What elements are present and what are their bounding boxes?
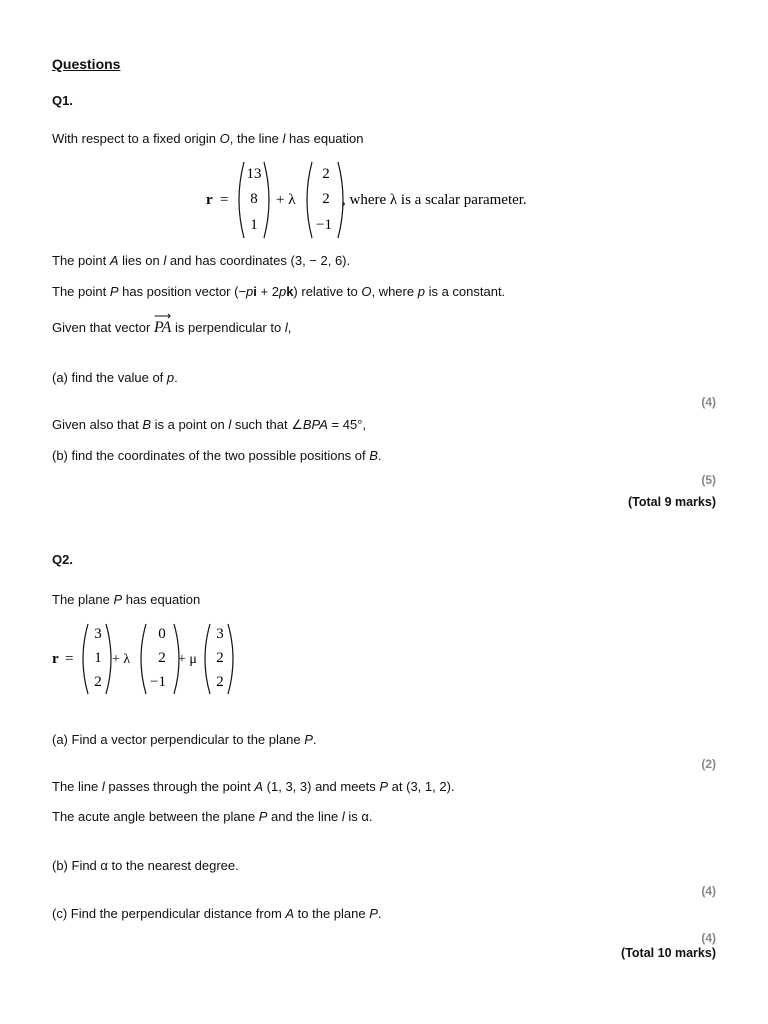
q1-part-b: (b) find the coordinates of the two possible positions of B. bbox=[52, 448, 382, 463]
q2-part-a: (a) Find a vector perpendicular to the plane P. bbox=[52, 732, 317, 747]
vector-arrow-icon: ⟶ bbox=[154, 309, 172, 323]
vec2-b-2: 2 bbox=[158, 650, 166, 666]
eq2-equals: = bbox=[65, 651, 74, 667]
eq-r: r bbox=[206, 192, 213, 208]
vec2-a-2: 1 bbox=[94, 650, 102, 666]
q2-mark-c: (4) bbox=[701, 931, 716, 945]
vec-a-1: 13 bbox=[246, 166, 262, 182]
vec2-c-3: 2 bbox=[216, 674, 224, 690]
q2-part-c: (c) Find the perpendicular distance from A to the plane P. bbox=[52, 906, 382, 921]
q1-intro: With respect to a fixed origin O, the line l has equation bbox=[52, 131, 364, 146]
q1-label: Q1. bbox=[52, 93, 73, 108]
q2-label: Q2. bbox=[52, 552, 73, 567]
vec2-c-1: 3 bbox=[216, 626, 224, 642]
q1-point-p-text: The point P has position vector (−pi + 2pk) relative to O, where p is a constant. bbox=[52, 284, 506, 299]
q2-total: (Total 10 marks) bbox=[621, 946, 716, 960]
q2-mark-b: (4) bbox=[701, 884, 716, 898]
eq2-plus-mu: + μ bbox=[178, 652, 197, 667]
vec2-c-2: 2 bbox=[216, 650, 224, 666]
q2-plane-equation bbox=[48, 620, 248, 698]
q2-line-l-text: The line l passes through the point A (1, 3, 3) and meets P at (3, 1, 2). bbox=[52, 779, 455, 794]
vec-a-2: 8 bbox=[250, 191, 258, 207]
q1-mark-b: (5) bbox=[701, 473, 716, 487]
vec2-a-1: 3 bbox=[94, 626, 102, 642]
vec-b-3: −1 bbox=[316, 217, 332, 233]
q1-total: (Total 9 marks) bbox=[628, 495, 716, 509]
q2-part-b: (b) Find α to the nearest degree. bbox=[52, 858, 239, 873]
q2-acute-text: The acute angle between the plane P and the line l is α. bbox=[52, 809, 373, 824]
vector-pa: PA bbox=[153, 319, 172, 336]
vec-a-3: 1 bbox=[250, 217, 258, 233]
vec-b-2: 2 bbox=[322, 191, 330, 207]
eq2-r: r bbox=[52, 651, 59, 667]
eq-suffix: , where λ is a scalar parameter. bbox=[342, 192, 527, 208]
q2-mark-a: (2) bbox=[701, 757, 716, 771]
vec2-b-3: −1 bbox=[150, 674, 166, 690]
q2-intro: The plane P has equation bbox=[52, 592, 201, 607]
eq-equals: = bbox=[220, 192, 229, 208]
q1-part-a: (a) find the value of p. bbox=[52, 370, 178, 385]
q1-point-a-text: The point A lies on l and has coordinates (3, − 2, 6). bbox=[52, 253, 351, 268]
eq2-plus-lambda: + λ bbox=[112, 652, 131, 667]
vec-b-1: 2 bbox=[322, 166, 330, 182]
page-title: Questions bbox=[52, 56, 121, 72]
vec2-a-3: 2 bbox=[94, 674, 102, 690]
q1-mark-a: (4) bbox=[701, 395, 716, 409]
q1-given-b: Given also that B is a point on l such that ∠BPA = 45°, bbox=[52, 417, 367, 432]
vec2-b-1: 0 bbox=[158, 626, 166, 642]
q1-given-text: Given that vector ⟶ PA is perpendicular to l, bbox=[52, 309, 292, 336]
eq-plus-lambda: + λ bbox=[276, 192, 296, 208]
q1-line-equation bbox=[200, 158, 580, 242]
